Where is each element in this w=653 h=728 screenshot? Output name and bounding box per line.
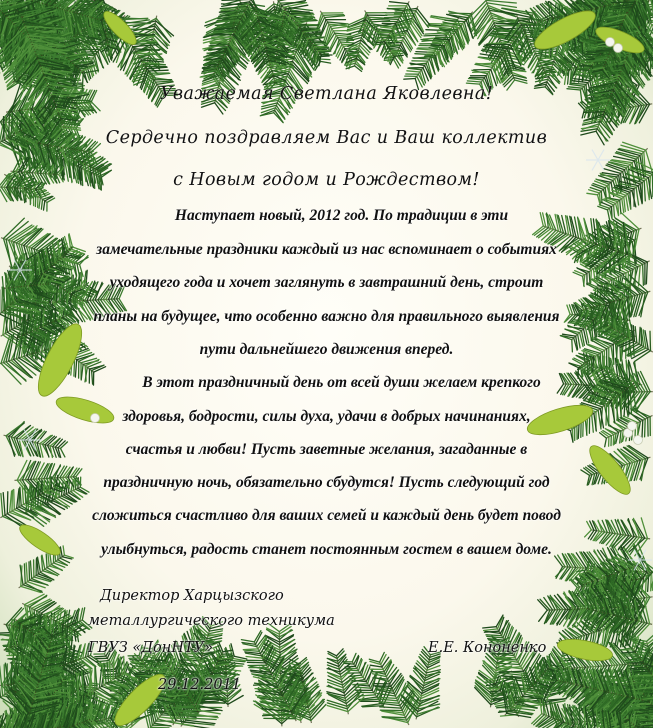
paragraph-2-line: здоровья, бодрости, силы духа, удачи в добрых начинаниях,: [122, 408, 531, 425]
signature-title-2: металлургического техникума: [88, 613, 335, 629]
greeting-line-1: Уважаемая Светлана Яковлевна!: [159, 84, 494, 104]
paragraph-2-line: В этот праздничный день от всей души желаем крепкого: [142, 374, 541, 391]
snowflake-icon: [586, 150, 610, 171]
paragraph-2-line: праздничную ночь, обязательно сбудутся! Пусть следующий год: [103, 474, 550, 491]
paragraph-2-line: улыбнуться, радость станет постоянным гостем в вашем доме.: [101, 541, 552, 558]
paragraph-2-line: сложиться счастливо для ваших семей и каждый день будет повод: [92, 507, 561, 524]
paragraph-1-line: Наступает новый, 2012 год. По традиции в эти: [174, 207, 509, 224]
paragraph-1-line: замечательные праздники каждый из нас вспоминает о событиях: [96, 241, 557, 258]
berry: [614, 44, 623, 53]
berry: [606, 38, 615, 47]
signature-name: Е.Е. Кононенко: [428, 640, 547, 656]
signature-title-3: ГВУЗ «ДонНТУ»: [88, 640, 213, 656]
paragraph-1-line: уходящего года и хочет заглянуть в завтрашний день, строит: [109, 274, 544, 291]
greeting-line-2: Сердечно поздравляем Вас и Ваш коллектив: [105, 128, 548, 148]
signature-date: 29.12.2011: [158, 677, 242, 693]
greeting-line-3: с Новым годом и Рождеством!: [173, 170, 480, 190]
signature-title-1: Директор Харцызского: [100, 588, 284, 604]
paragraph-2-line: счастья и любви! Пусть заветные желания, загаданные в: [125, 441, 528, 458]
paragraph-1-line: пути дальнейшего движения вперед.: [199, 341, 454, 358]
paragraph-1-line: планы на будущее, что особенно важно для правильного выявления: [93, 308, 560, 325]
